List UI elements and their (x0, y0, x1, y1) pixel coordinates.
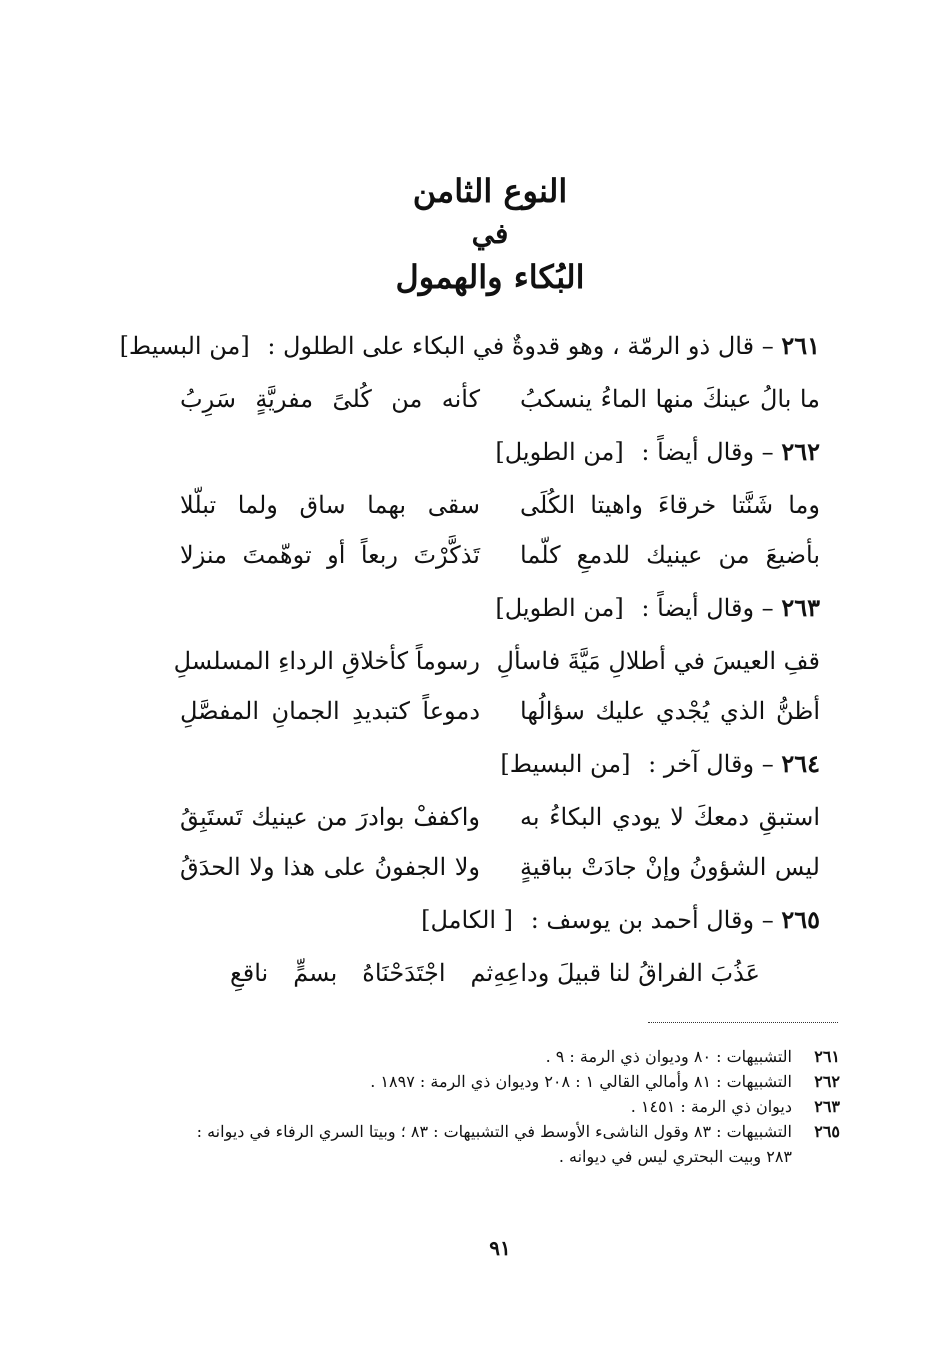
footnote-text: التشبيهات : ٨٠ وديوان ذي الرمة : ٩ . (545, 1047, 792, 1066)
entry-number: ٢٦٣ (781, 593, 820, 622)
first-hemistich: بأضيعَ من عينيك للدمعِ كلّما (520, 541, 820, 569)
footnote-continuation (160, 1144, 840, 1169)
second-hemistich: تَذكَّرْتَ ربعاً أو توهّمتَ منزلا (180, 541, 480, 569)
second-hemistich: دموعاً كتبديدِ الجمانِ المفصَّلِ (180, 697, 480, 725)
entry-number: ٢٦٢ (781, 437, 820, 466)
footnote-number: ٢٦٢ (814, 1072, 840, 1091)
chapter-title-line-1: النوع الثامن (412, 172, 568, 210)
second-hemistich: واكففْ بوادرَ من عينيك تَستَبِقُ (180, 803, 480, 831)
verse-line (180, 374, 820, 424)
entry-number: ٢٦١ (781, 331, 820, 360)
verse-line (180, 948, 820, 998)
verse-line (180, 530, 820, 580)
chapter-title (300, 168, 680, 300)
footnote (160, 1069, 840, 1094)
entry-heading (180, 892, 820, 948)
first-hemistich: عَذُبَ الفراقُ لنا قبيلَ وداعِهِ (493, 959, 760, 987)
first-hemistich: قفِ العيسَ في أطلالِ مَيَّةَ فاسألِ (496, 647, 820, 675)
entry-meter: [من الطويل] (495, 438, 624, 466)
verse-line (180, 480, 820, 530)
first-hemistich: ليس الشؤونُ وإنْ جادَتْ بباقيةٍ (520, 853, 820, 881)
footnote-text: التشبيهات : ٨١ وأمالي القالي ١ : ٢٠٨ وديوان ذي الرمة : ١٨٩٧ . (370, 1072, 792, 1091)
footnote-number (792, 1144, 840, 1169)
entry-number: ٢٦٥ (781, 905, 820, 934)
second-hemistich: ثم اجْتَدَحْنَاهُ بسمٍّ ناقعِ (230, 959, 494, 987)
footnotes (160, 1044, 840, 1169)
chapter-title-line-2: في (471, 217, 509, 250)
footnote (160, 1044, 840, 1069)
entry-meter: [من البسيط] (119, 332, 250, 360)
first-hemistich: وما شَنَّتا خرقاءَ واهيتا الكُلَى (520, 491, 820, 519)
entry-intro: – وقال أيضاً : (641, 594, 774, 622)
entry-heading (180, 736, 820, 792)
entry-intro: – وقال أيضاً : (641, 438, 774, 466)
footnote-separator (648, 1022, 838, 1023)
entry-meter: [ الكامل] (421, 906, 514, 934)
first-hemistich: أظنُّ الذي يُجْدي عليك سؤالُها (520, 697, 820, 725)
chapter-title-line-3: البُكاء والهمول (395, 258, 585, 296)
verse-line (180, 792, 820, 842)
footnote-number: ٢٦٥ (814, 1122, 840, 1141)
footnote-text: ٢٨٣ وبيت البحتري ليس في ديوانه . (558, 1147, 792, 1166)
entry-heading (180, 424, 820, 480)
footnote-number: ٢٦١ (814, 1047, 840, 1066)
entry-heading (180, 580, 820, 636)
second-hemistich: سقى بهما ساق ولما تبلّلا (180, 491, 480, 519)
entry-intro: – قال ذو الرمّة ، وهو قدوةٌ في البكاء على الطلول : (267, 332, 774, 360)
first-hemistich: استبقِ دمعكَ لا يودي البكاءُ به (520, 803, 820, 831)
entry-heading (119, 318, 820, 374)
page-number: ٩١ (489, 1236, 511, 1260)
verse-line (180, 686, 820, 736)
footnote-number: ٢٦٣ (814, 1097, 840, 1116)
footnote-text: ديوان ذي الرمة : ١٤٥١ . (630, 1097, 792, 1116)
footnote-text: التشبيهات : ٨٣ وقول الناشىء الأوسط في التشبيهات : ٨٣ ؛ وبيتا السري الرفاء في ديوانه : (196, 1122, 792, 1141)
entry-meter: [من البسيط] (500, 750, 631, 778)
verse-line (180, 842, 820, 892)
entry-meter: [من الطويل] (495, 594, 624, 622)
second-hemistich: رسوماً كأخلاقِ الرداءِ المسلسلِ (173, 647, 480, 675)
footnote (160, 1094, 840, 1119)
second-hemistich: كأنه من كُلىً مفريَّةٍ سَرِبُ (180, 385, 480, 413)
entry-number: ٢٦٤ (781, 749, 820, 778)
entry-intro: – وقال آخر : (648, 750, 774, 778)
verse-line (173, 636, 820, 686)
first-hemistich: ما بالُ عينكَ منها الماءُ ينسكبُ (520, 385, 820, 413)
entry-intro: – وقال أحمد بن يوسف : (530, 906, 774, 934)
footnote (160, 1119, 840, 1144)
poem-entries (119, 318, 820, 998)
second-hemistich: ولا الجفونُ على هذا ولا الحدَقُ (180, 853, 480, 881)
